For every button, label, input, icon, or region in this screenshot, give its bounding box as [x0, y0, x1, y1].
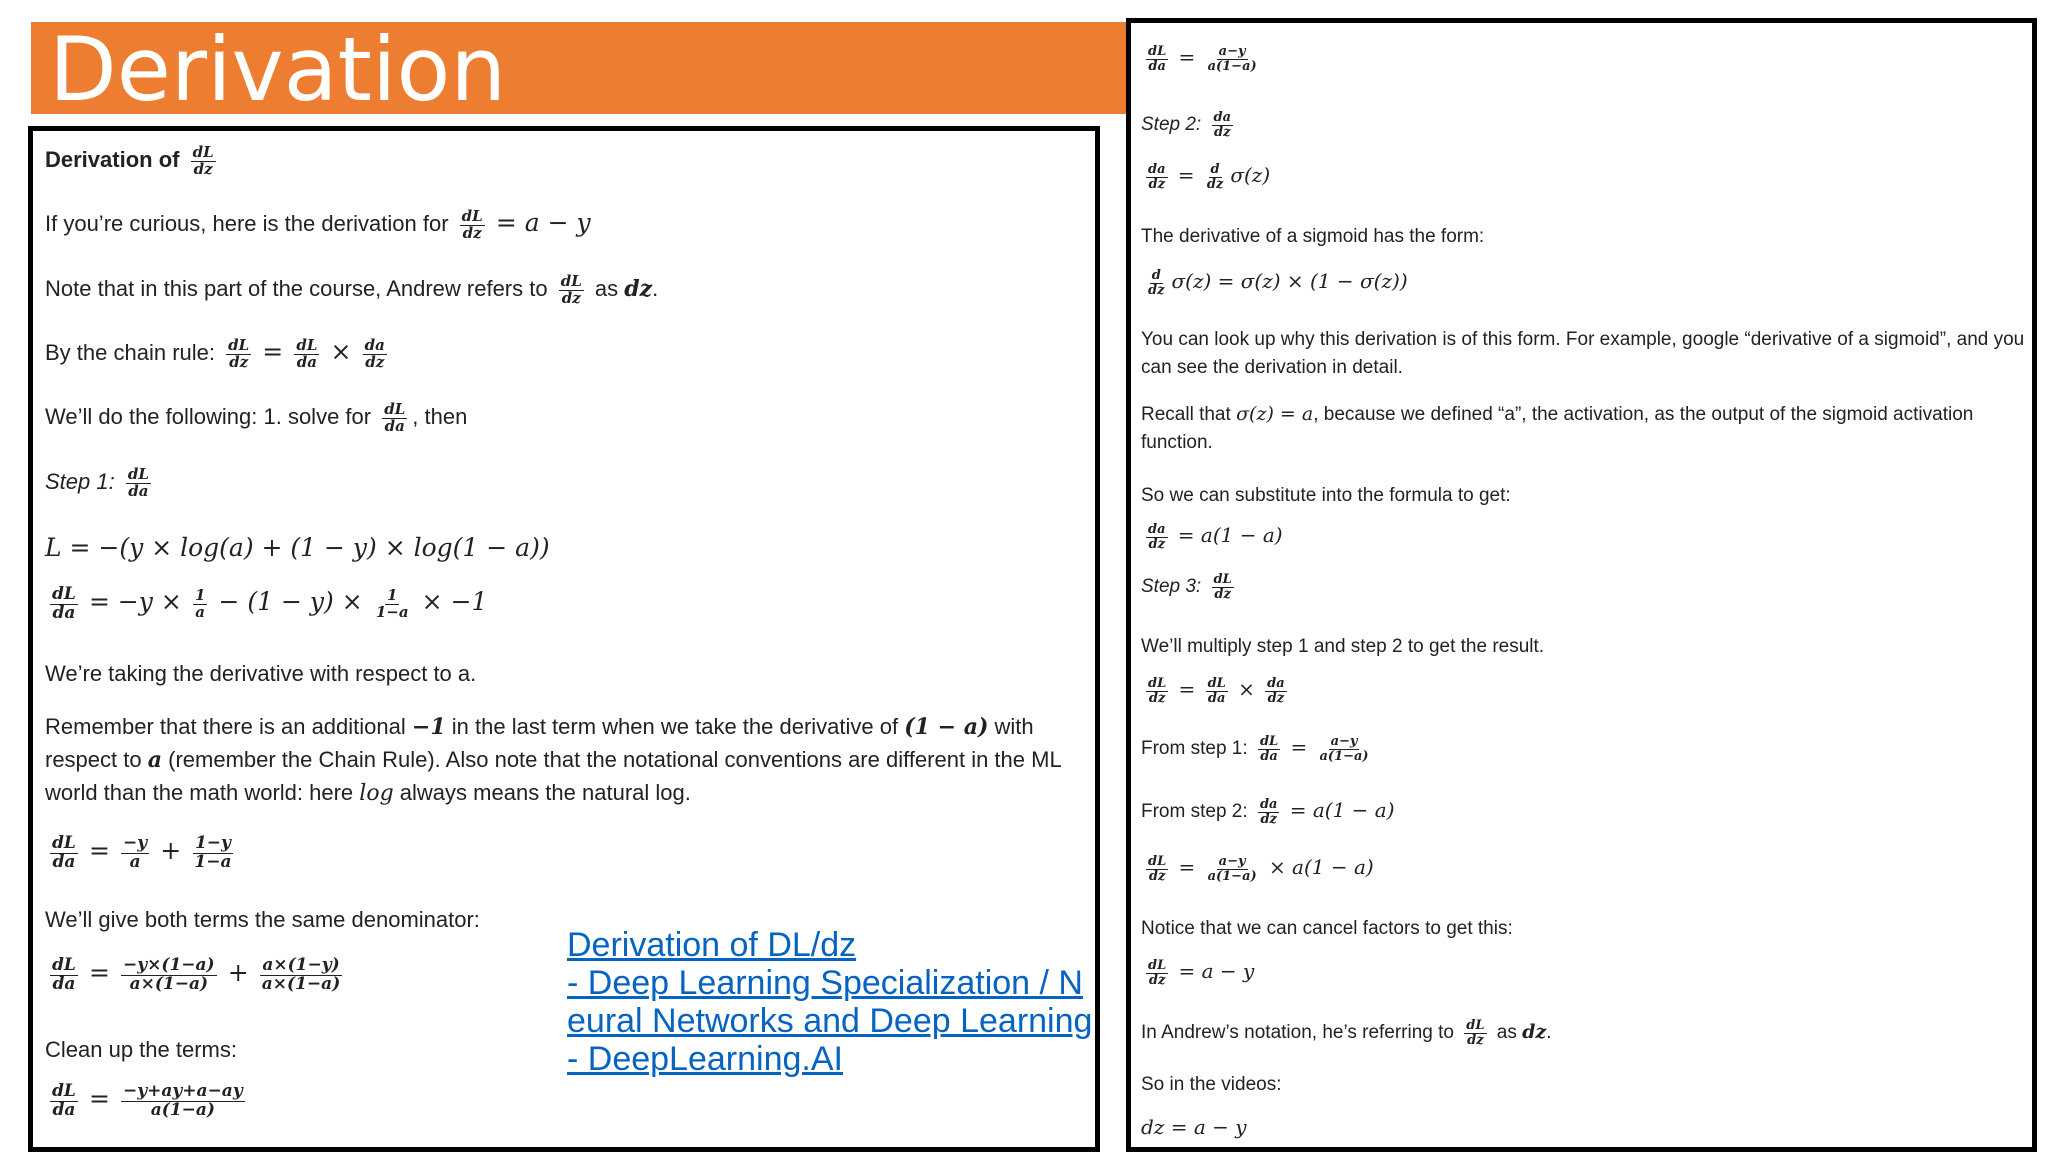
step1-label: Step 1: $\frac{dL}{da}$: [45, 465, 149, 500]
cleanup-line: Clean up the terms:: [45, 1037, 237, 1062]
da-dz-sigma: $\frac{da}{dz}$ = $\frac{d}{dz}$ σ(z): [1148, 162, 1271, 192]
cancel-line: Notice that we can cancel factors to get this:: [1141, 918, 1513, 939]
dL-dz-result: $\frac{dL}{dz}$ = a − y: [1148, 958, 1255, 988]
notation-note-line: Note that in this part of the course, Andrew refers to $\frac{dL}{dz}$ as dz.: [45, 272, 659, 307]
substitute-line: So we can substitute into the formula to get:: [1141, 485, 1511, 506]
videos-line: So in the videos:: [1141, 1074, 1282, 1095]
link-line-4[interactable]: - DeepLearning.AI: [567, 1040, 843, 1078]
loss-equation: L = −(y × log(a) + (1 − y) × log(1 − a)): [45, 533, 550, 562]
cleaned-equation: $\frac{dL}{da}$ = $\frac{-y+ay+a-ay}{a(1-a)}$: [52, 1081, 243, 1120]
step3-label: Step 3: $\frac{dL}{dz}$: [1141, 572, 1232, 602]
wrt-line: We’re taking the derivative with respect to a.: [45, 661, 477, 686]
link-line-3[interactable]: eural Networks and Deep Learning: [567, 1002, 1093, 1040]
link-line-1[interactable]: Derivation of DL/dz: [567, 926, 857, 964]
from-step1-line: From step 1: $\frac{dL}{da}$ = $\frac{a-y}{a(1-a)}$: [1141, 734, 1369, 764]
right-derivation-panel: [1126, 18, 2037, 1152]
fraction-dL-dz: $\frac{dL}{dz}$: [192, 143, 214, 178]
curious-line: If you’re curious, here is the derivation for $\frac{dL}{dz}$ = a − y: [45, 207, 591, 242]
final-equation: dz = a − y: [1141, 1115, 1247, 1139]
product-substituted: $\frac{dL}{dz}$ = $\frac{a-y}{a(1-a)}$ × a(1 − a): [1148, 854, 1374, 884]
deeplearning-ai-link[interactable]: [567, 926, 1107, 1078]
plan-line: We’ll do the following: 1. solve for $\frac{dL}{da}$ , then: [45, 400, 468, 435]
recall-paragraph: Recall that σ(z) = a, because we defined “a”, the activation, as the output of the sigmoid activation function.: [1141, 403, 1974, 453]
chain-product: $\frac{dL}{dz}$ = $\frac{dL}{da}$ × $\frac{da}{dz}$: [1148, 676, 1285, 706]
lookup-paragraph: You can look up why this derivation is of this form. For example, google “derivative of a sigmoid”, and you can see the derivation in detail.: [1141, 329, 2025, 378]
da-dz-result: $\frac{da}{dz}$ = a(1 − a): [1148, 522, 1283, 552]
slide-title-bar: [31, 18, 1126, 121]
remember-paragraph: Remember that there is an additional −1 in the last term when we take the derivative of (1 − a) with respect to a (remember the Chain Rule). Also note that the notational conventions are different in the ML world than the math world: here log always means the natural log.: [45, 714, 1061, 806]
sigmoid-form-line: The derivative of a sigmoid has the form:: [1141, 226, 1485, 247]
same-denominator-line: We’ll give both terms the same denominator:: [45, 907, 480, 932]
andrew-notation-line: In Andrew’s notation, he’s referring to $\frac{dL}{dz}$ as dz.: [1141, 1018, 1552, 1048]
dL-da-expansion: $\frac{dL}{da}$ = −y × $\frac{1}{a}$ − (1 − y) × $\frac{1}{1-a}$ × −1: [52, 584, 488, 623]
link-line-2[interactable]: - Deep Learning Specialization / N: [567, 964, 1083, 1002]
step2-label: Step 2: $\frac{da}{dz}$: [1141, 110, 1232, 140]
from-step2-line: From step 2: $\frac{da}{dz}$ = a(1 − a): [1141, 797, 1395, 827]
multiply-line: We’ll multiply step 1 and step 2 to get the result.: [1141, 636, 1545, 657]
sigmoid-derivative-equation: $\frac{d}{dz}$ σ(z) = σ(z) × (1 − σ(z)): [1148, 268, 1408, 298]
chain-rule-line: By the chain rule: $\frac{dL}{dz}$ = $\frac{dL}{da}$ × $\frac{da}{dz}$: [45, 336, 385, 371]
derivation-heading: Derivation of $\frac{dL}{dz}$: [45, 143, 214, 178]
dL-da-simplified: $\frac{dL}{da}$ = $\frac{-y}{a}$ + $\frac{1-y}{1-a}$: [52, 833, 232, 872]
slide-title: Derivation: [49, 18, 507, 121]
common-denominator-equation: $\frac{dL}{da}$ = $\frac{-y\times(1-a)}{a\times(1-a)}$ + $\frac{a\times(1-y)}{a\times(1-a)}$: [52, 955, 341, 994]
dL-da-result-top: $\frac{dL}{da}$ = $\frac{a-y}{a(1-a)}$: [1148, 44, 1257, 74]
